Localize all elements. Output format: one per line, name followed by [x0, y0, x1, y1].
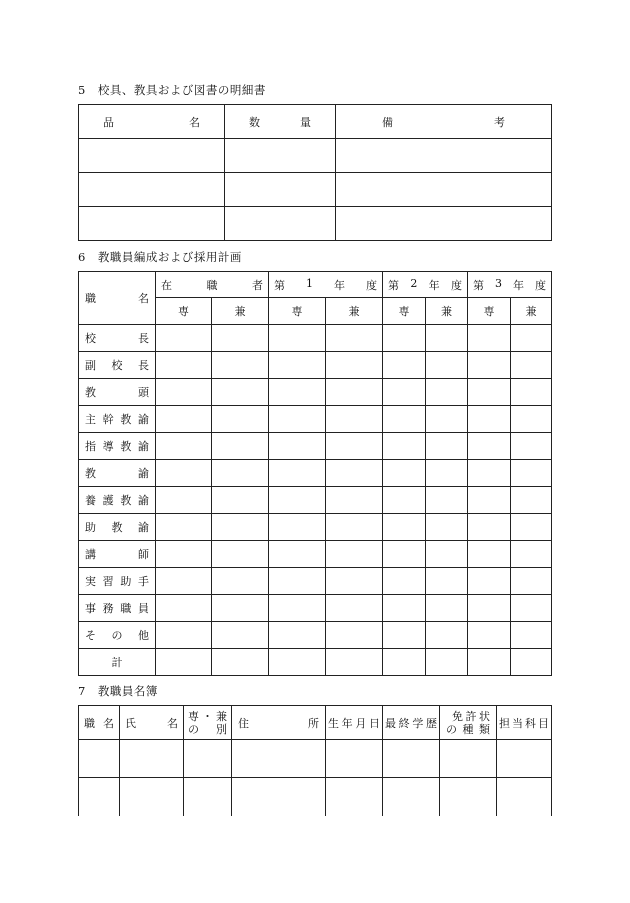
table-cell[interactable] — [120, 740, 184, 778]
spread-text: 事 務 職 員 — [85, 602, 149, 615]
table-cell[interactable] — [336, 139, 552, 173]
group-header-year3 — [468, 272, 552, 298]
col-type-line2 — [188, 723, 227, 736]
table-cell[interactable] — [156, 460, 212, 487]
table-cell[interactable] — [426, 433, 468, 460]
table-cell[interactable] — [383, 568, 426, 595]
spread-text: 職 名 — [84, 716, 114, 730]
spread-text: 第 3 年 度 — [473, 276, 546, 292]
table-cell[interactable] — [269, 568, 326, 595]
spread-text: 助 教 諭 — [85, 521, 149, 534]
table-cell[interactable] — [426, 568, 468, 595]
spread-text: 教 諭 — [85, 467, 149, 480]
table-cell[interactable] — [232, 740, 326, 778]
col-remarks — [336, 105, 552, 139]
table-cell[interactable] — [79, 207, 225, 241]
table-cell[interactable] — [383, 622, 426, 649]
table-cell[interactable] — [184, 778, 232, 816]
table-cell[interactable] — [120, 778, 184, 816]
table-cell[interactable] — [269, 514, 326, 541]
col-item-name — [79, 105, 225, 139]
spread-text: 備 考 — [382, 115, 505, 129]
table-row — [79, 514, 552, 541]
table-cell[interactable] — [426, 487, 468, 514]
group-header-year1 — [269, 272, 383, 298]
table-cell[interactable] — [383, 433, 426, 460]
table-cell[interactable] — [511, 433, 552, 460]
table-cell[interactable] — [383, 514, 426, 541]
col-license-line1 — [446, 710, 490, 723]
table-cell[interactable] — [511, 568, 552, 595]
table-cell[interactable] — [156, 406, 212, 433]
table-row — [79, 541, 552, 568]
job-title-cell — [79, 622, 156, 649]
table-cell[interactable] — [326, 649, 383, 676]
job-title-cell — [79, 352, 156, 379]
table-cell[interactable] — [497, 740, 552, 778]
table-cell[interactable] — [426, 460, 468, 487]
table-cell[interactable] — [326, 352, 383, 379]
table-cell[interactable] — [212, 514, 269, 541]
table-cell[interactable] — [383, 778, 440, 816]
table-cell[interactable] — [468, 460, 511, 487]
table-cell[interactable] — [426, 595, 468, 622]
table-row — [79, 433, 552, 460]
table-cell[interactable] — [156, 649, 212, 676]
sub-header-1: 兼 — [212, 298, 269, 325]
table-cell[interactable] — [232, 778, 326, 816]
staff-roster-table — [78, 705, 552, 816]
col-license — [440, 706, 497, 740]
table-cell[interactable] — [383, 325, 426, 352]
table-cell[interactable] — [212, 595, 269, 622]
table-cell[interactable] — [468, 622, 511, 649]
table-cell[interactable] — [269, 541, 326, 568]
spread-text: の 別 — [188, 722, 227, 736]
col-type-line1 — [188, 710, 227, 723]
table-cell[interactable] — [269, 379, 326, 406]
table-cell[interactable] — [156, 568, 212, 595]
col-subject — [497, 706, 552, 740]
spread-text: 実 習 助 手 — [85, 575, 149, 588]
spread-text: 職 名 — [85, 292, 149, 305]
spread-text: 数 量 — [249, 115, 311, 129]
table-cell[interactable] — [383, 541, 426, 568]
col-birth — [326, 706, 383, 740]
table-cell[interactable] — [468, 487, 511, 514]
table-cell[interactable] — [269, 649, 326, 676]
col-job — [79, 706, 120, 740]
table-row — [79, 406, 552, 433]
table-cell[interactable] — [212, 460, 269, 487]
table-cell[interactable] — [156, 487, 212, 514]
table-cell[interactable] — [212, 541, 269, 568]
table-row — [79, 352, 552, 379]
spread-text: 校 長 — [85, 332, 149, 345]
table-cell[interactable] — [326, 379, 383, 406]
table-cell[interactable] — [426, 406, 468, 433]
group-header-year2 — [383, 272, 468, 298]
job-title-cell — [79, 406, 156, 433]
table-cell[interactable] — [156, 352, 212, 379]
table-cell[interactable] — [269, 487, 326, 514]
table-cell[interactable] — [212, 379, 269, 406]
spread-text: 副 校 長 — [85, 359, 149, 372]
table-cell[interactable] — [269, 325, 326, 352]
table-row — [79, 460, 552, 487]
table-cell[interactable] — [426, 352, 468, 379]
table-cell[interactable] — [326, 541, 383, 568]
sub-header-6: 専 — [468, 298, 511, 325]
group-header-current — [156, 272, 269, 298]
spread-text: 免 許 状 — [452, 709, 490, 723]
table-cell[interactable] — [383, 352, 426, 379]
table-cell[interactable] — [426, 622, 468, 649]
spread-text: 第 1 年 度 — [274, 276, 377, 292]
table-cell[interactable] — [156, 622, 212, 649]
table-cell[interactable] — [426, 379, 468, 406]
sub-header-7: 兼 — [511, 298, 552, 325]
spread-text: 氏 名 — [125, 716, 178, 730]
table-cell[interactable] — [326, 460, 383, 487]
col-type — [184, 706, 232, 740]
table-cell[interactable] — [383, 595, 426, 622]
table-cell[interactable] — [326, 740, 383, 778]
spread-text: 生 年 月 日 — [328, 716, 380, 730]
table-cell[interactable] — [156, 379, 212, 406]
table-cell[interactable] — [383, 649, 426, 676]
spread-text: そ の 他 — [85, 629, 149, 642]
table-cell[interactable] — [468, 649, 511, 676]
spread-text: 品 名 — [103, 115, 200, 129]
total-label: 計 — [79, 649, 156, 676]
spread-text: 在 職 者 — [161, 278, 263, 292]
spread-text: 指 導 教 諭 — [85, 440, 149, 453]
job-title-cell — [79, 487, 156, 514]
table-cell[interactable] — [511, 379, 552, 406]
table-cell[interactable] — [225, 139, 336, 173]
table-cell[interactable] — [383, 740, 440, 778]
table-cell[interactable] — [511, 649, 552, 676]
staffing-plan-table — [78, 271, 552, 676]
spread-text: 担 当 科 目 — [499, 716, 549, 730]
table-cell[interactable] — [511, 406, 552, 433]
table-cell[interactable] — [511, 541, 552, 568]
table-cell[interactable] — [511, 622, 552, 649]
sub-header-4: 専 — [383, 298, 426, 325]
section7-heading: 7 教職員名簿 — [78, 684, 158, 698]
table-cell[interactable] — [468, 406, 511, 433]
table-cell[interactable] — [426, 514, 468, 541]
table-cell[interactable] — [269, 352, 326, 379]
table-cell[interactable] — [511, 487, 552, 514]
table-cell[interactable] — [326, 514, 383, 541]
table-cell[interactable] — [383, 460, 426, 487]
table-cell[interactable] — [269, 460, 326, 487]
table-cell[interactable] — [79, 173, 225, 207]
table-cell[interactable] — [212, 649, 269, 676]
table-cell[interactable] — [440, 778, 497, 816]
table-row — [79, 379, 552, 406]
table-cell[interactable] — [468, 379, 511, 406]
table-cell[interactable] — [468, 514, 511, 541]
spread-text: 第 2 年 度 — [388, 276, 462, 292]
table-cell[interactable] — [336, 173, 552, 207]
table-cell[interactable] — [156, 433, 212, 460]
spread-text: 講 師 — [85, 548, 149, 561]
table-cell[interactable] — [468, 433, 511, 460]
table-row — [79, 622, 552, 649]
table-cell[interactable] — [156, 595, 212, 622]
table-cell[interactable] — [79, 740, 120, 778]
table-cell[interactable] — [511, 595, 552, 622]
equipment-table — [78, 104, 552, 241]
table-cell[interactable] — [336, 207, 552, 241]
table-cell[interactable] — [468, 325, 511, 352]
table-cell[interactable] — [269, 595, 326, 622]
col-address — [232, 706, 326, 740]
table-cell[interactable] — [156, 541, 212, 568]
table-cell[interactable] — [426, 541, 468, 568]
col-license-line2 — [446, 723, 490, 736]
spread-text: 養 護 教 諭 — [85, 494, 149, 507]
table-cell[interactable] — [326, 622, 383, 649]
table-cell[interactable] — [383, 406, 426, 433]
job-title-cell — [79, 325, 156, 352]
col-quantity — [225, 105, 336, 139]
table-cell[interactable] — [468, 352, 511, 379]
spread-text: 専 ・ 兼 — [188, 709, 227, 723]
spread-text: 主 幹 教 諭 — [85, 413, 149, 426]
spread-text: 最 終 学 歴 — [385, 716, 437, 730]
sub-header-5: 兼 — [426, 298, 468, 325]
table-cell[interactable] — [184, 740, 232, 778]
section5-heading: 5 校具、教具および図書の明細書 — [78, 83, 266, 97]
table-row — [79, 568, 552, 595]
table-cell[interactable] — [79, 139, 225, 173]
job-title-cell — [79, 433, 156, 460]
table-cell[interactable] — [511, 352, 552, 379]
section6-heading: 6 教職員編成および採用計画 — [78, 250, 242, 264]
table-cell[interactable] — [511, 325, 552, 352]
table-cell[interactable] — [326, 595, 383, 622]
table-cell[interactable] — [79, 778, 120, 816]
table-cell[interactable] — [468, 595, 511, 622]
table-cell[interactable] — [326, 406, 383, 433]
table-cell[interactable] — [440, 740, 497, 778]
table-cell[interactable] — [212, 406, 269, 433]
job-title-cell — [79, 541, 156, 568]
table-cell[interactable] — [212, 325, 269, 352]
table-cell[interactable] — [326, 487, 383, 514]
table-row — [79, 325, 552, 352]
table-cell[interactable] — [468, 568, 511, 595]
table-cell[interactable] — [383, 379, 426, 406]
table-row — [79, 487, 552, 514]
table-cell[interactable] — [212, 487, 269, 514]
job-title-header — [79, 272, 156, 325]
table-cell[interactable] — [156, 514, 212, 541]
table-cell[interactable] — [468, 541, 511, 568]
table-cell[interactable] — [225, 173, 336, 207]
job-title-cell — [79, 460, 156, 487]
total-row — [79, 649, 552, 676]
table-cell[interactable] — [269, 622, 326, 649]
job-title-cell — [79, 568, 156, 595]
sub-header-2: 専 — [269, 298, 326, 325]
col-name — [120, 706, 184, 740]
table-row — [79, 595, 552, 622]
table-cell[interactable] — [225, 207, 336, 241]
table-cell[interactable] — [497, 778, 552, 816]
table-cell[interactable] — [326, 325, 383, 352]
job-title-cell — [79, 595, 156, 622]
table-cell[interactable] — [383, 487, 426, 514]
table-cell[interactable] — [212, 568, 269, 595]
table-cell[interactable] — [269, 406, 326, 433]
spread-text: 教 頭 — [85, 386, 149, 399]
table-cell[interactable] — [426, 649, 468, 676]
spread-text: 住 所 — [238, 716, 319, 730]
spread-text: の 種 類 — [446, 722, 490, 736]
job-title-cell — [79, 514, 156, 541]
table-cell[interactable] — [212, 352, 269, 379]
sub-header-3: 兼 — [326, 298, 383, 325]
col-education — [383, 706, 440, 740]
table-cell[interactable] — [212, 622, 269, 649]
table-cell[interactable] — [511, 460, 552, 487]
job-title-cell — [79, 379, 156, 406]
table-cell[interactable] — [426, 325, 468, 352]
table-cell[interactable] — [212, 433, 269, 460]
table-cell[interactable] — [156, 325, 212, 352]
table-cell[interactable] — [326, 433, 383, 460]
table-cell[interactable] — [326, 778, 383, 816]
table-cell[interactable] — [269, 433, 326, 460]
sub-header-0: 専 — [156, 298, 212, 325]
table-cell[interactable] — [326, 568, 383, 595]
table-cell[interactable] — [511, 514, 552, 541]
